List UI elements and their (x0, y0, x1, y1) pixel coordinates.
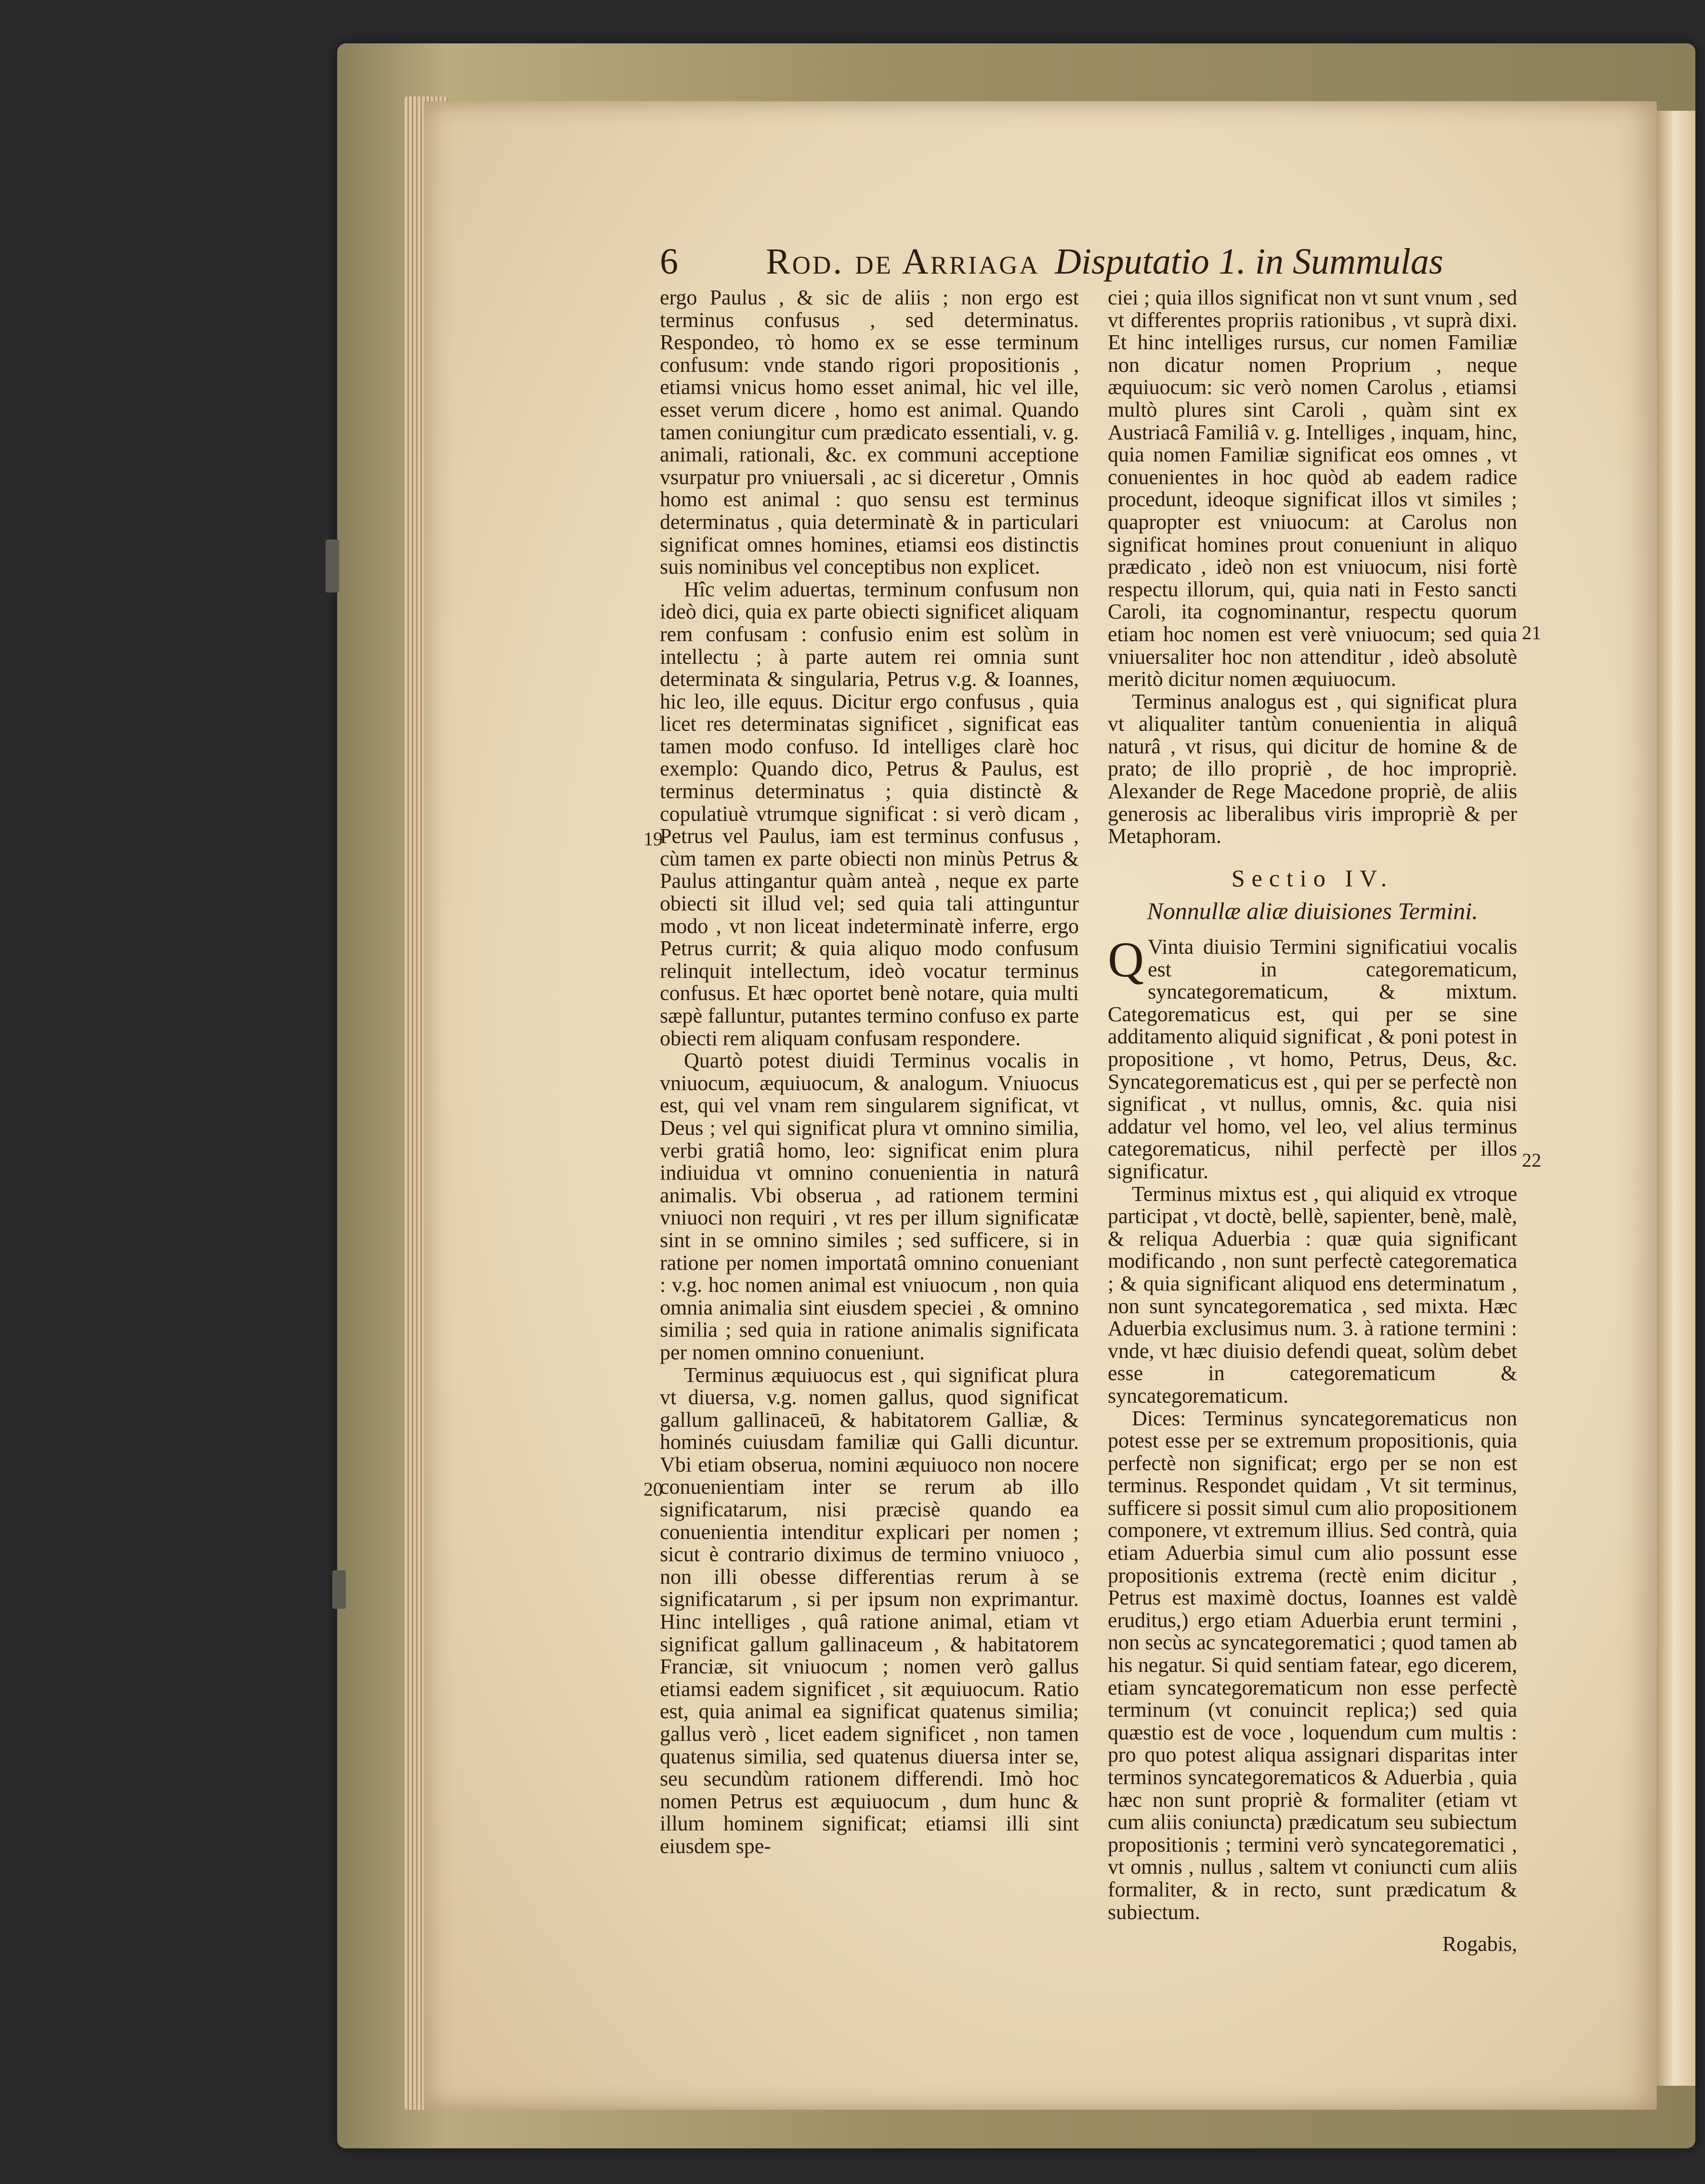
running-head (660, 241, 1517, 284)
margin-number: 22 (1522, 1149, 1541, 1171)
margin-number: 19 (643, 828, 663, 850)
clasp-lower (332, 1570, 346, 1609)
paragraph: Terminus analogus est , qui significat plura vt aliqualiter tantùm conuenientia in aliquâ naturâ , vt risus, qui dicitur de homine & de prato; de illo propriè , de hoc impropriè. Alexander de Rege Macedone propriè, de aliis generosis ac liberalibus viris impropriè & per Metaphoram. (1108, 689, 1517, 848)
paragraph: Hîc velim aduertas, terminum confusum non ideò dici, quia ex parte obiecti significet aliquam rem confusam : confusio enim est solùm in intellectu ; à parte autem rei omnia sunt determinata & singularia, Petrus v.g. & Ioannes, hic leo, ille equus. Dicitur ergo confusus , quia licet res determinatas significet , significat eas tamen modo confuso. Id intelliges clarè hoc exemplo: Quando dico, Petrus & Paulus, est terminus determinatus ; quia distinctè & copulatiuè vtrumque significat : si verò dicam , Petrus vel Paulus, iam est terminus confusus , cùm tamen ex parte obiecti non minùs Petrus & Paulus attingantur quàm anteà , neque ex parte obiecti sit illud vel; sed quia tali attinguntur modo , vt non liceat indeterminatè inferre, ergo Petrus currit; & quia aliquo modo confusum relinquit intellectum, ideò vocatur terminus confusus. Et hæc oportet benè notare, quia multi sæpè falluntur, putantes termino confuso ex parte obiecti rem aliquam confusam respondere. (660, 577, 1079, 1050)
author-name: Rod. de Arriaga (766, 241, 1040, 282)
page-number: 6 (660, 241, 678, 282)
paragraph: Terminus mixtus est , qui aliquid ex vtroque participat , vt doctè, bellè, sapienter, benè, malè, & reliqua Aduerbia : quæ quia significant modificando , non sunt perfectè categorematica ; & quia significant aliquod ens determinatum , non sunt syncategorematica , sed mixta. Hæc Aduerbia exclusimus num. 3. à ratione termini : vnde, vt hæc diuisio defendi queat, solùm debet esse in categorematicum & syncategorematicum. (1108, 1182, 1517, 1408)
right-column (1108, 287, 1517, 1956)
paragraph: ciei ; quia illos significat non vt sunt vnum , sed vt differentes propriis rationibus , vt suprà dixi. Et hinc intelliges rursus, cur nomen Familiæ non dicatur nomen Proprium , neque æquiuocum: sic verò nomen Carolus , etiamsi multò plures sint Caroli , quàm sint ex Austriacâ Familiâ v. g. Intelliges , inquam, hinc, quia nomen Familiæ significat eos omnes , vt conuenientes in hoc quòd ab eadem radice procedunt, ideoque significat illos vt similes ; quapropter est vniuocum: at Carolus non significat homines prout conueniunt in aliquo prædicato , ideò non est vniuocum, nisi fortè respectu illorum, qui, quia nati in Festo sancti Caroli, ita cognominantur, respectu quorum etiam hoc nomen est verè vniuocum; sed quia vniuersaliter hoc non attenditur , ideò absolutè meritò dicitur nomen æquiuocum. (1108, 286, 1517, 691)
paragraph (1108, 932, 1517, 1183)
catchword: Rogabis, (1442, 1932, 1517, 1956)
paragraph-text: Vinta diuisio Termini significatiui vocalis est in categorematicum, syncategorematicum, & mixtum. Categorematicus est, qui per se sine additamento aliquid significat , & poni potest in propositione , vt homo, Petrus, Deus, &c. Syncategorematicus est , qui per se perfectè non significat , vt nullus, omnis, &c. quia nisi addatur vel homo, vel leo, vel alius terminus categorematicus, nihil perfectè per illos significatur. (1108, 935, 1517, 1183)
section-subtitle: Nonnullæ aliæ diuisiones Termini. (1147, 897, 1478, 925)
clasp-upper (326, 539, 339, 592)
paragraph: Terminus æquiuocus est , qui significat plura vt diuersa, v.g. nomen gallus, quod significat gallum gallinaceū, & habitatorem Galliæ, & hominés cuiusdam familiæ qui Galli dicuntur. Vbi etiam obserua, nomini æquiuoco non nocere conuenientiam inter se rerum ab illo significatarum, nisi præcisè quando ea conuenientia intenditur explicari per nomen ; sicut è contrario diximus de termino vniuoco , non illi obesse differentias rerum à se significatarum , si per ipsum non exprimantur. Hinc intelliges , quâ ratione animal, etiam vt significat gallum gallinaceum , & habitatorem Franciæ, sit vniuocum ; nomen verò gallus etiamsi eadem significet , sit æquiuocum. Ratio est, quia animal ea significat quatenus similia; gallus verò , licet eadem significet , non tamen quatenus similia, sed quatenus diuersa inter se, seu secundùm rationem differendi. Imò hoc nomen Petrus est æquiuocum , dum hunc & illum hominem significat; etiamsi illi sint eiusdem spe- (660, 1363, 1079, 1858)
margin-number: 20 (643, 1478, 663, 1500)
facing-page-gutter (1657, 111, 1695, 2086)
disputatio-title: Disputatio 1. in Summulas (1055, 241, 1443, 282)
margin-number: 21 (1522, 622, 1541, 644)
section-title: Sectio IV. (1231, 864, 1394, 892)
paragraph: Dices: Terminus syncategorematicus non potest esse per se extremum propositionis, quia perfectè non significat; ergo per se non est terminus. Respondet quidam , Vt sit terminus, sufficere si possit simul cum alio propositionem componere, vt extremum illius. Sed contrà, quia etiam Aduerbia simul cum alio possunt esse propositionis extrema (rectè enim dicitur , Petrus est maximè doctus, Ioannes est valdè eruditus,) ergo etiam Aduerbia erunt termini , non secùs ac syncategorematici ; quod tamen ab his negatur. Si quid sentiam fatear, ego dicerem, etiam syncategorematicum non esse perfectè terminum (vt conuincit replica;) sed quia quæstio est de voce , loquendum cum multis : pro quo potest aliqua assignari disparitas inter terminos syncategorematicos & Aduerbia , quia hæc non sunt propriè & formaliter (etiam vt cum aliis coniuncta) prædicatum seu subiectum propositionis ; termini verò syncategorematici , vt omnis , nullus , saltem vt coniuncti cum aliis formaliter, & in recto, sunt prædicatum & subiectum. (1108, 1406, 1517, 1924)
paragraph: Quartò potest diuidi Terminus vocalis in vniuocum, æquiuocum, & analogum. Vniuocus est, qui vel vnam rem singularem significat, vt Deus ; vel qui significat plura vt omnino similia, verbi gratiâ homo, leo: significat enim plura indiuidua vt omnino conuenientia in naturâ animalis. Vbi obserua , ad rationem termini vniuoci non requiri , vt res per illum significatæ sint in se omnino similes ; sed sufficere, si in ratione per nomen importatâ omnino conueniant : v.g. hoc nomen animal est vniuocum , non quia omnia animalia sint eiusdem speciei , & omnino similia ; sed quia in ratione animalis significata per nomen omnino conueniunt. (660, 1049, 1079, 1364)
left-column (660, 287, 1079, 1858)
paragraph: ergo Paulus , & sic de aliis ; non ergo est terminus confusus , sed determinatus. Respondeo, τὸ homo ex se esse terminum confusum: vnde stando rigori propositionis , etiamsi vnicus homo esset animal, hic vel ille, esset verum dicere , homo est animal. Quando tamen coniungitur cum prædicato essentiali, v. g. animali, rationali, &c. ex communi acceptione vsurpatur pro vniuersali , ac si diceretur , Omnis homo est animal : quo sensu est terminus determinatus , quia determinatè & in particulari significat omnes homines, etiamsi eos distinctis suis nominibus vel conceptibus non explicet. (660, 286, 1079, 579)
drop-cap: Q (1108, 932, 1144, 988)
